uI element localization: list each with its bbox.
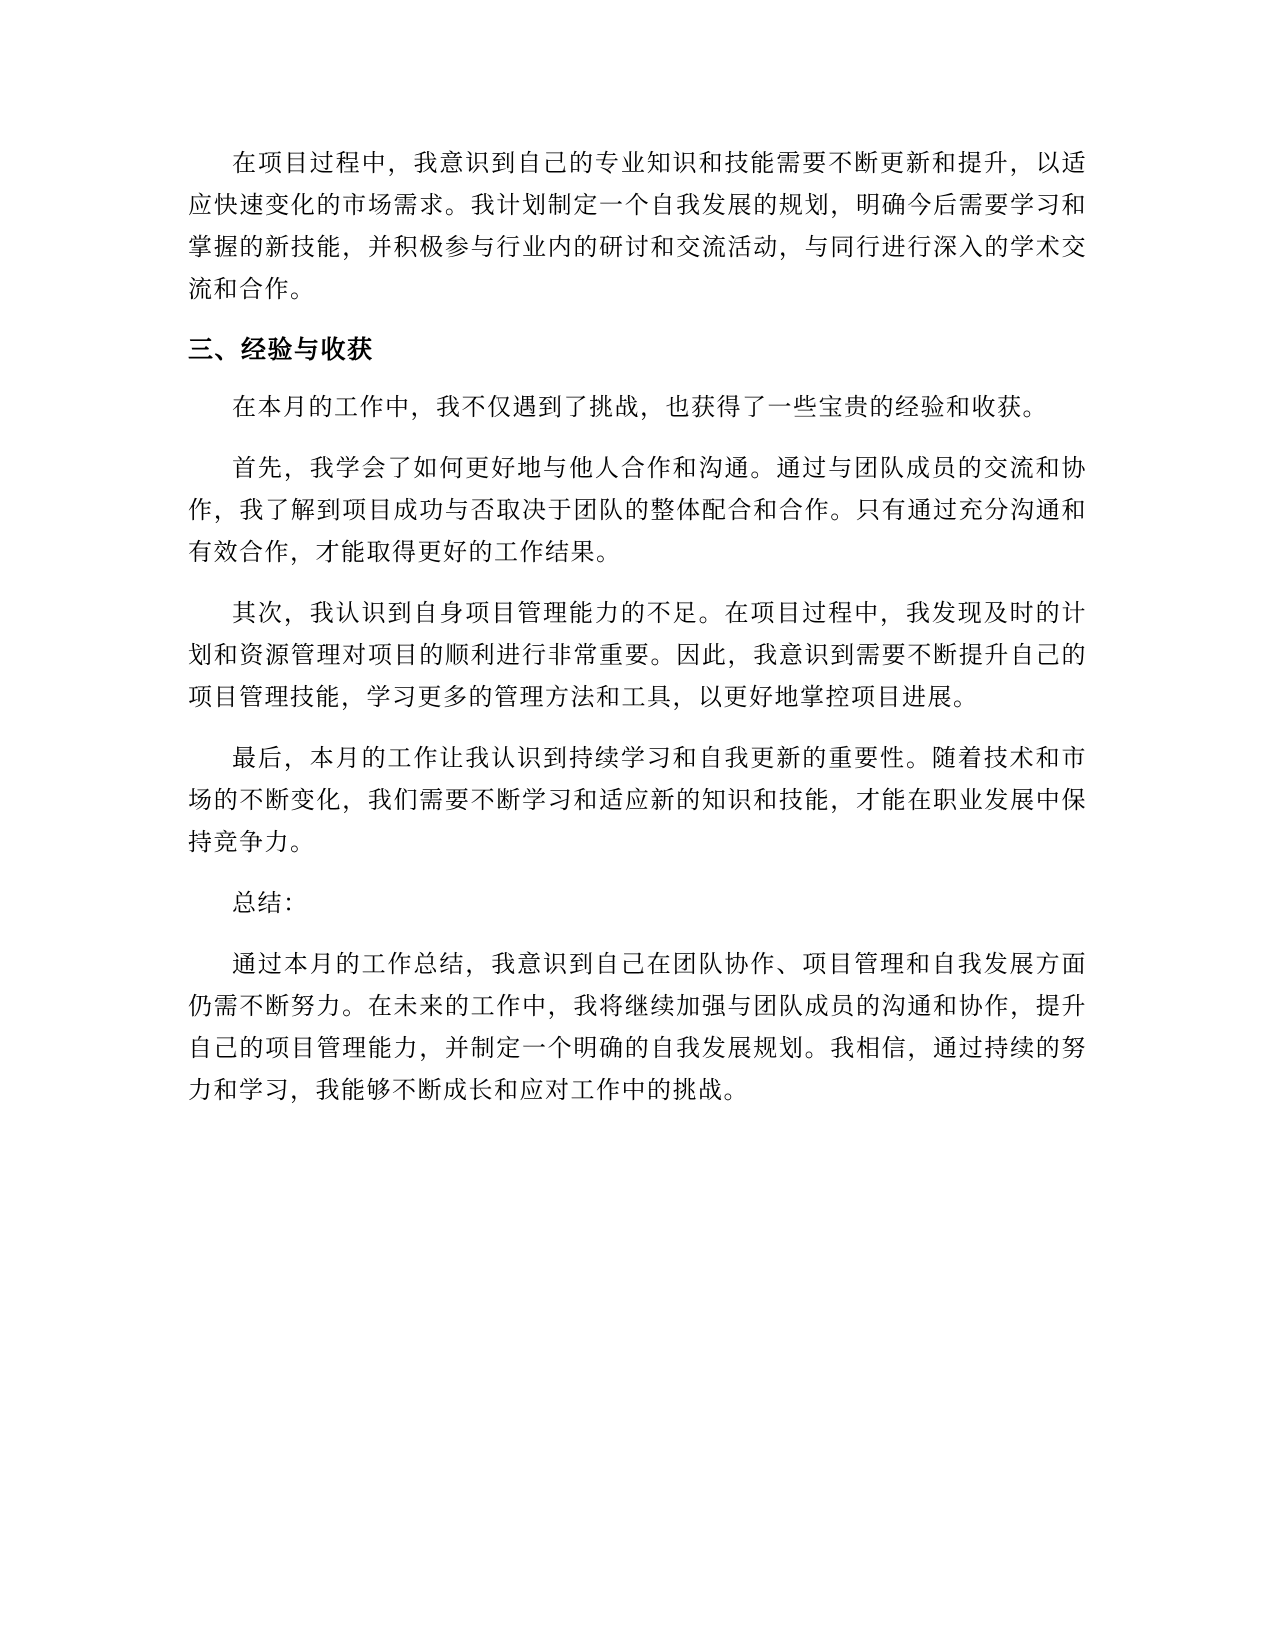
section-heading-experience: 三、经验与收获 [188, 335, 374, 364]
document-body [188, 142, 1087, 1130]
paragraph-summary: 通过本月的工作总结，我意识到自己在团队协作、项目管理和自我发展方面仍需不断努力。在未来的工作中，我将继续加强与团队成员的沟通和协作，提升自己的项目管理能力，并制定一个明确的自我发展规划。我相信，通过持续的努力和学习，我能够不断成长和应对工作中的挑战。 [188, 950, 1087, 1104]
paragraph-last: 最后，本月的工作让我认识到持续学习和自我更新的重要性。随着技术和市场的不断变化，我们需要不断学习和适应新的知识和技能，才能在职业发展中保持竞争力。 [188, 744, 1087, 856]
paragraph-first: 首先，我学会了如何更好地与他人合作和沟通。通过与团队成员的交流和协作，我了解到项目成功与否取决于团队的整体配合和合作。只有通过充分沟通和有效合作，才能取得更好的工作结果。 [188, 454, 1087, 566]
paragraph-self-development: 在项目过程中，我意识到自己的专业知识和技能需要不断更新和提升，以适应快速变化的市场需求。我计划制定一个自我发展的规划，明确今后需要学习和掌握的新技能，并积极参与行业内的研讨和交流活动，与同行进行深入的学术交流和合作。 [188, 149, 1087, 303]
summary-label: 总结： [232, 889, 309, 917]
paragraph-intro: 在本月的工作中，我不仅遇到了挑战，也获得了一些宝贵的经验和收获。 [232, 393, 1048, 421]
paragraph-second: 其次，我认识到自身项目管理能力的不足。在项目过程中，我发现及时的计划和资源管理对项目的顺利进行非常重要。因此，我意识到需要不断提升自己的项目管理技能，学习更多的管理方法和工具，以更好地掌控项目进展。 [188, 599, 1087, 711]
